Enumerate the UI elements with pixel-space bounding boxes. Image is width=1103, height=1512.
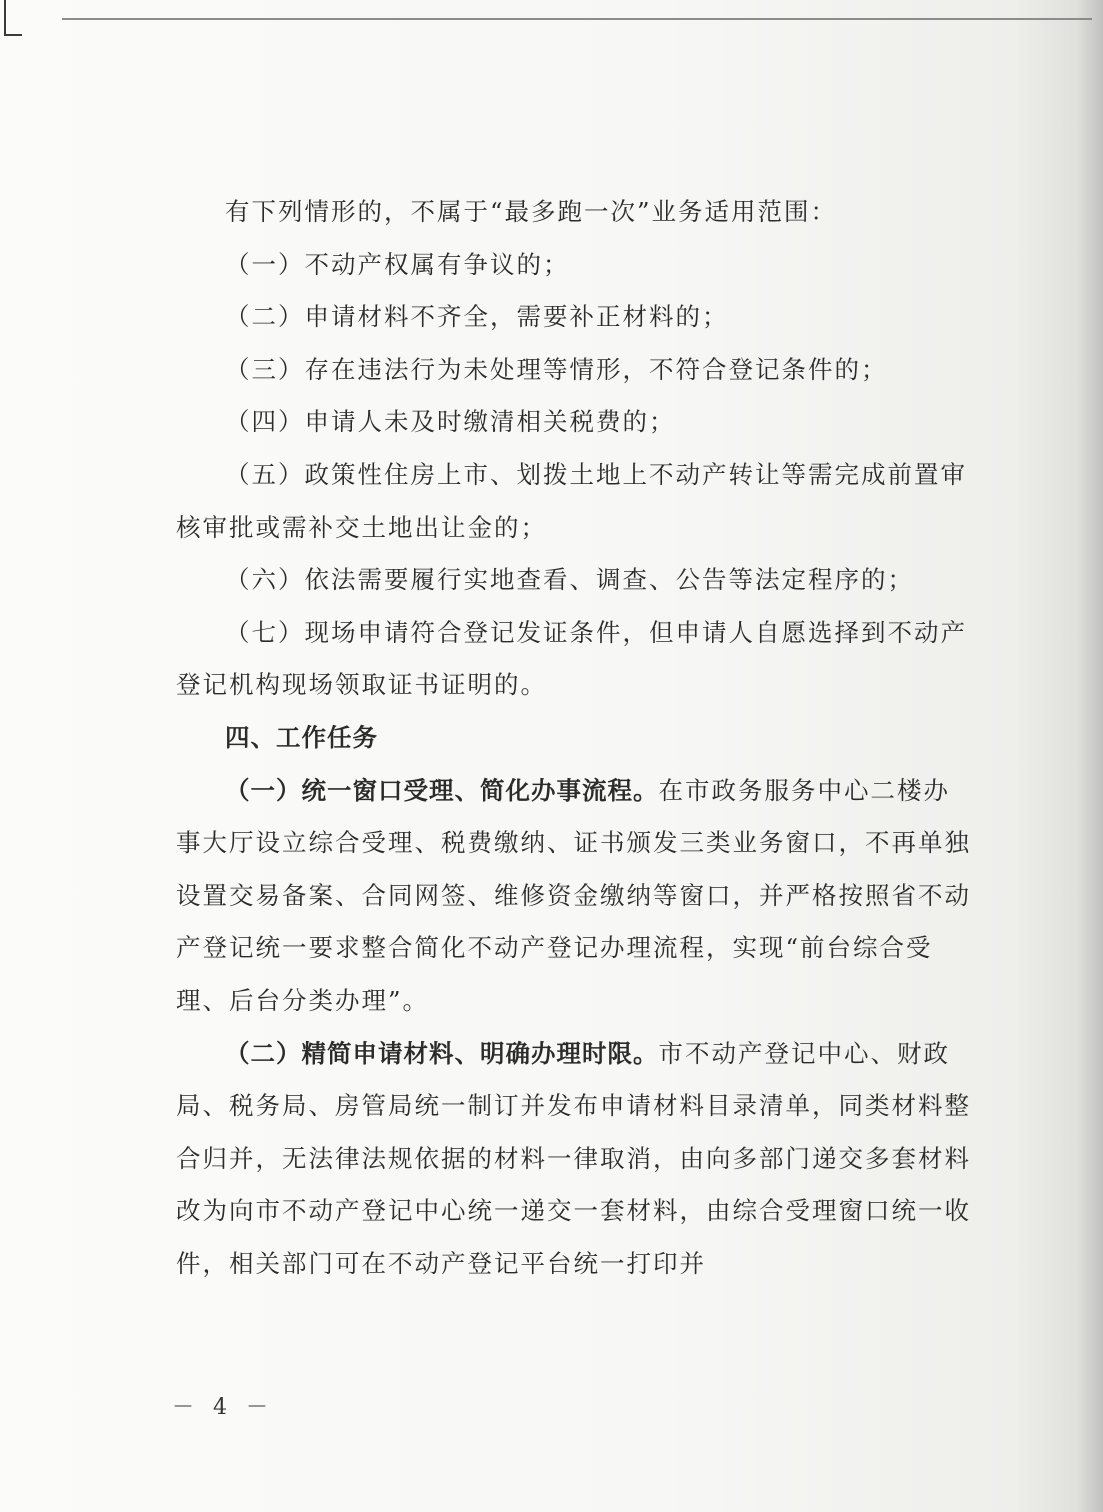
corner-mark (4, 0, 6, 36)
list-item: （六）依法需要履行实地查看、调查、公告等法定程序的； (225, 565, 914, 595)
section-heading: 四、工作任务 (225, 722, 378, 752)
task-lead: （二）精简申请材料、明确办理时限。 (225, 1038, 659, 1068)
document-body (176, 186, 976, 1290)
top-rule (62, 18, 1092, 20)
page-number: － 4 － (172, 1395, 274, 1420)
list-item: （一）不动产权属有争议的； (225, 249, 570, 279)
task-paragraph (176, 765, 976, 1028)
task-text: 市不动产登记中心、财政局、税务局、房管局统一制订并发布申请材料目录清单，同类材料整合归并，无法律法规依据的材料一律取消，由向多部门递交多套材料改为向市不动产登记中心统一递交一套材料，由综合受理窗口统一收件，相关部门可在不动产登记平台统一打印并 (176, 1038, 971, 1278)
task-lead: （一）统一窗口受理、简化办事流程。 (225, 775, 659, 805)
list-item: （三）存在违法行为未处理等情形，不符合登记条件的； (225, 354, 888, 384)
intro-paragraph: 有下列情形的，不属于“最多跑一次”业务适用范围： (225, 197, 838, 226)
list-item: （五）政策性住房上市、划拨土地上不动产转让等需完成前置审核审批或需补交土地出让金的； (176, 459, 967, 542)
corner-mark-horizontal (4, 34, 22, 36)
task-text: 在市政务服务中心二楼办事大厅设立综合受理、税费缴纳、证书颁发三类业务窗口，不再单独设置交易备案、合同网签、维修资金缴纳等窗口，并严格按照省不动产登记统一要求整合简化不动产登记办理流程，实现“前台综合受理、后台分类办理”。 (176, 775, 971, 1015)
page-edge-shadow (1077, 0, 1103, 1512)
list-item: （七）现场申请符合登记发证条件，但申请人自愿选择到不动产登记机构现场领取证书证明的。 (176, 617, 967, 700)
list-item: （二）申请材料不齐全，需要补正材料的； (225, 302, 729, 332)
list-item: （四）申请人未及时缴清相关税费的； (225, 407, 676, 437)
task-paragraph (176, 1028, 976, 1291)
